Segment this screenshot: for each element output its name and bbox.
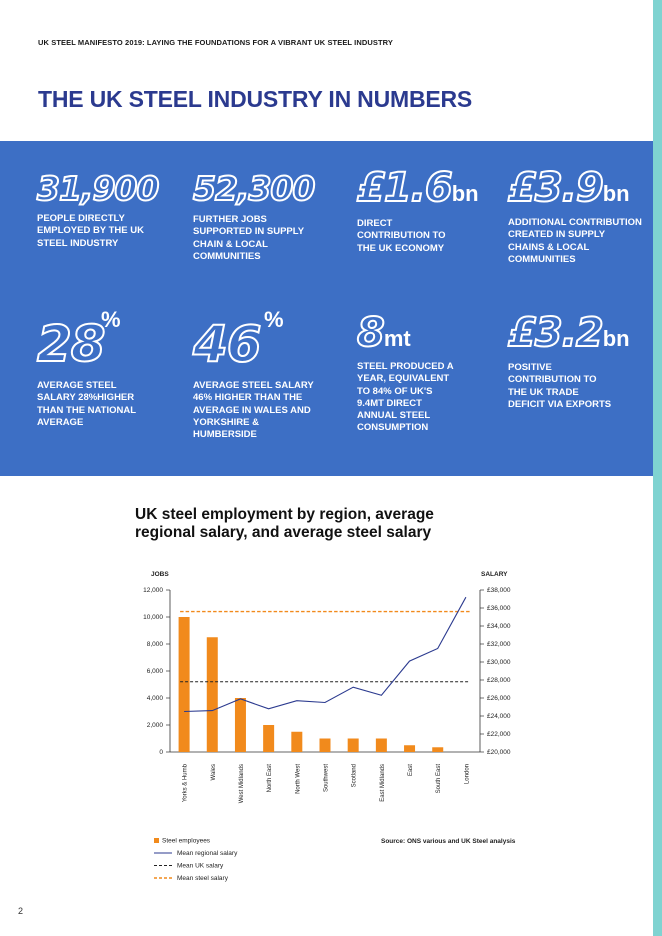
y-tick-label-right: £34,000 xyxy=(487,623,511,631)
manifesto-kicker: UK STEEL MANIFESTO 2019: LAYING THE FOUNDATIONS FOR A VIBRANT UK STEEL INDUSTRY xyxy=(38,38,394,47)
stat-description: STEEL PRODUCED A YEAR, EQUIVALENT TO 84% OF UK'S 9.4MT DIRECT ANNUAL STEEL CONSUMPTION xyxy=(357,361,454,434)
chart-title: UK steel employment by region, average regional salary, and average steel salary xyxy=(135,506,434,541)
y-axis-label-left: JOBS xyxy=(151,571,169,578)
y-tick-label-right: £26,000 xyxy=(487,695,511,703)
y-tick-label-left: 10,000 xyxy=(143,614,163,622)
x-tick-label: West Midlands xyxy=(238,764,245,804)
stat-number: £3.9 xyxy=(508,165,603,211)
stat-number: 8 xyxy=(357,310,384,356)
x-tick-label: Scotland xyxy=(351,764,358,788)
page-number: 2 xyxy=(18,906,24,916)
x-tick-label: East Midlands xyxy=(379,764,386,802)
y-tick-label-right: £36,000 xyxy=(487,605,511,613)
stat-description: AVERAGE STEEL SALARY 28%HIGHER THAN THE NATIONAL AVERAGE xyxy=(37,380,136,428)
bar-steel-employees xyxy=(348,739,359,753)
y-tick-label-right: £24,000 xyxy=(487,713,511,721)
page-title: THE UK STEEL INDUSTRY IN NUMBERS xyxy=(38,86,473,112)
stat-number: £3.2 xyxy=(508,310,603,356)
legend-label: Mean regional salary xyxy=(177,850,238,857)
chart-source: Source: ONS various and UK Steel analysis xyxy=(381,838,516,845)
y-tick-label-left: 0 xyxy=(159,749,163,757)
y-tick-label-left: 4,000 xyxy=(146,695,163,703)
stat-number: £1.6 xyxy=(357,165,452,211)
stat-number: 31,900 xyxy=(37,169,159,208)
bar-steel-employees xyxy=(179,617,190,752)
legend-swatch-steel-employees xyxy=(154,838,159,843)
bar-steel-employees xyxy=(404,745,415,752)
bar-steel-employees xyxy=(291,732,302,752)
y-tick-label-right: £38,000 xyxy=(487,587,511,595)
bar-steel-employees xyxy=(263,725,274,752)
x-tick-label: Wales xyxy=(210,764,217,781)
stat-description: PEOPLE DIRECTLY EMPLOYED BY THE UK STEEL INDUSTRY xyxy=(37,213,144,249)
x-tick-label: Southwest xyxy=(323,764,330,793)
stat-suffix: bn xyxy=(451,181,479,206)
bar-steel-employees xyxy=(432,747,443,752)
stat-number: 46 xyxy=(193,315,261,373)
bar-steel-employees xyxy=(320,739,331,753)
x-tick-label: North West xyxy=(295,764,302,794)
y-tick-label-right: £20,000 xyxy=(487,749,511,757)
stat-description: POSITIVE CONTRIBUTION TO THE UK TRADE DEFICIT VIA EXPORTS xyxy=(508,362,612,410)
y-tick-label-right: £22,000 xyxy=(487,731,511,739)
bar-steel-employees xyxy=(376,739,387,753)
x-tick-label: East xyxy=(408,764,415,777)
y-axis-label-right: SALARY xyxy=(481,571,508,578)
stat-number: 52,300 xyxy=(193,169,315,208)
stat-percent-sign: % xyxy=(264,307,284,332)
y-tick-label-right: £32,000 xyxy=(487,641,511,649)
stat-description: DIRECT CONTRIBUTION TO THE UK ECONOMY xyxy=(357,218,446,254)
y-tick-label-right: £30,000 xyxy=(487,659,511,667)
x-tick-label: Yorks & Humb xyxy=(182,764,189,803)
stat-suffix: bn xyxy=(602,181,630,206)
stat-description: ADDITIONAL CONTRIBUTION CREATED IN SUPPLY CHAINS & LOCAL COMMUNITIES xyxy=(508,217,642,265)
stat-number: 28 xyxy=(37,315,105,373)
stat-description: AVERAGE STEEL SALARY 46% HIGHER THAN THE AVERAGE IN WALES AND YORKSHIRE & HUMBERSIDE xyxy=(193,380,314,441)
x-tick-label: London xyxy=(464,764,471,785)
y-tick-label-left: 8,000 xyxy=(146,641,163,649)
stat-percent-sign: % xyxy=(101,307,121,332)
x-tick-label: South East xyxy=(436,764,443,794)
y-tick-label-left: 12,000 xyxy=(143,587,163,595)
mean-regional-salary-line xyxy=(184,597,466,711)
y-tick-label-right: £28,000 xyxy=(487,677,511,685)
stat-suffix: mt xyxy=(383,326,411,351)
legend-label: Mean UK salary xyxy=(177,862,224,870)
bar-steel-employees xyxy=(207,637,218,752)
stat-suffix: bn xyxy=(602,326,630,351)
legend-label: Mean steel salary xyxy=(177,875,228,882)
y-tick-label-left: 6,000 xyxy=(146,668,163,676)
legend-label: Steel employees xyxy=(162,837,211,845)
x-tick-label: North East xyxy=(267,764,274,793)
stat-description: FURTHER JOBS SUPPORTED IN SUPPLY CHAIN & LOCAL COMMUNITIES xyxy=(193,214,304,262)
y-tick-label-left: 2,000 xyxy=(146,722,163,730)
bar-steel-employees xyxy=(235,698,246,752)
